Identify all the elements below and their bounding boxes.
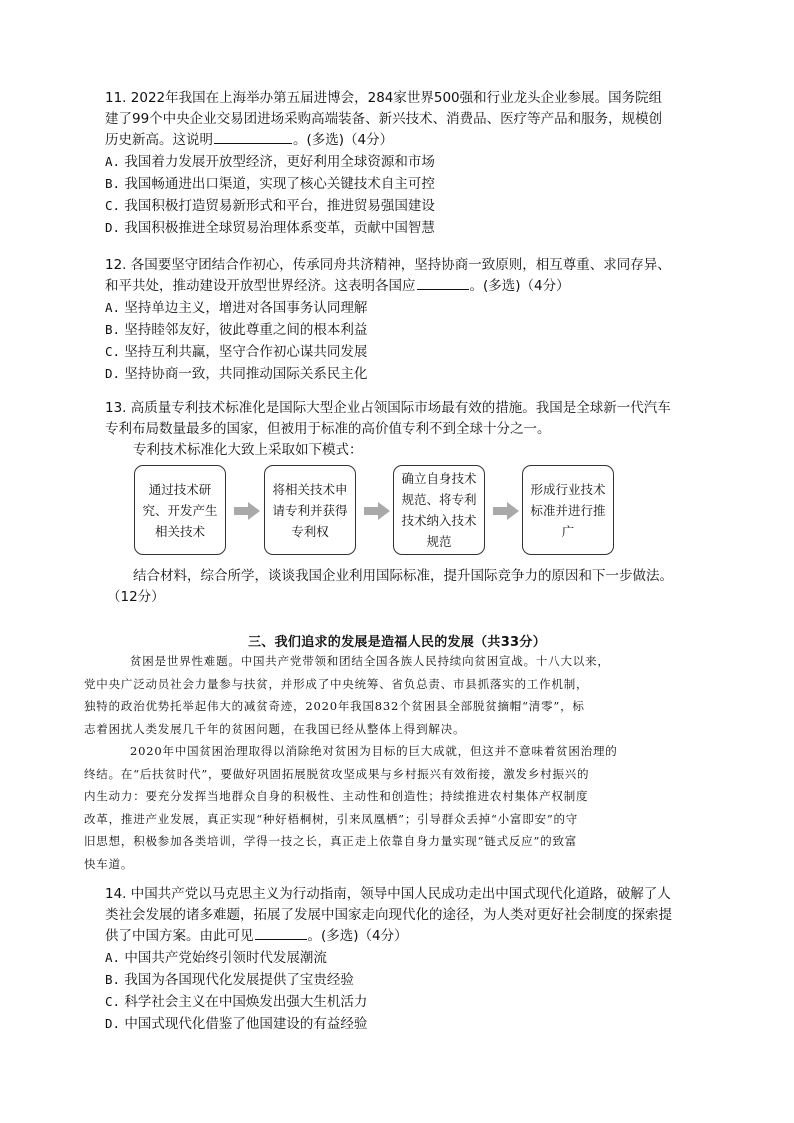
question-14 [105,884,705,1035]
question-13 [105,398,705,461]
option-a[interactable]: A. 我国着力发展开放型经济，更好利用全球资源和市场 [105,154,435,170]
option-a[interactable]: A. 坚持单边主义，增进对各国事务认同理解 [105,300,368,316]
flow-step-4: 形成行业技术标准并进行推广 [522,465,614,555]
option-c[interactable]: C. 科学社会主义在中国焕发出强大生机活力 [105,994,368,1010]
arrow-right-icon [493,502,519,520]
question-11 [105,88,705,239]
option-a[interactable]: A. 中国共产党始终引领时代发展潮流 [105,950,327,966]
patent-standardization-flow [134,465,616,557]
question-14-stem: 14. 中国共产党以马克思主义为行动指南，领导中国人民成功走出中国式现代化道路，破解了人 类社会发展的诸多难题，拓展了发展中国家走向现代化的途径，为人类对更好社会制度的探索提 供了中国方案。由此可见 。(多选)（4分） [105,886,672,944]
flow-step-2: 将相关技术申请专利并获得专利权 [264,465,356,555]
arrow-right-icon [364,502,390,520]
option-b[interactable]: B. 我国畅通进出口渠道，实现了核心关键技术自主可控 [105,176,435,192]
passage-paragraph: 贫困是世界性难题。中国共产党带领和团结全国各族人民持续向贫困宣战。十八大以来， 党中央广泛动员社会力量参与扶贫，并形成了中央统筹、省负总责、市县抓落实的工作机制， 独特的政治优势托举起伟大的减贫奇迹，2020年我国832个贫困县全部脱贫摘帽“清零”，标 志着困扰人类发展几千年的贫困问题，在我国已经从整体上得到解决。 [84,654,610,736]
question-12-stem: 12. 各国要坚守团结合作初心，传承同舟共济精神，坚持协商一致原则，相互尊重、求同存异、 和平共处，推动建设开放型世界经济。这表明各国应 。(多选)（4分） [105,257,671,294]
passage-paragraph: 2020年中国贫困治理取得以消除绝对贫困为目标的巨大成就，但这并不意味着贫困治理的 终结。在“后扶贫时代”，要做好巩固拓展脱贫攻坚成果与乡村振兴有效衔接，激发乡村振兴的 内生动力：要充分发挥当地群众自身的积极性、主动性和创造性；持续推进农村集体产权制度 改革，推进产业发展，真正实现“种好梧桐树，引来凤凰栖”；引导群众丢掉“小富即安”的守 旧思想，积极参加各类培训，学得一技之长，真正走上依靠自身力量实现“链式反应”的致富 快车道。 [84,744,618,871]
arrow-right-icon [234,502,260,520]
question-12 [105,255,705,385]
section-title: 三、我们追求的发展是造福人民的发展（共33分） [248,635,546,650]
answer-blank[interactable] [417,288,469,290]
answer-blank[interactable] [214,142,292,144]
flow-step-1: 通过技术研究、开发产生相关技术 [134,465,226,555]
question-13-task: 结合材料，综合所学，谈谈我国企业利用国际标准，提升国际竞争力的原因和下一步做法。 （12分） [107,568,673,605]
option-d[interactable]: D. 坚持协商一致，共同推动国际关系民主化 [105,366,368,382]
reading-passage [84,650,687,875]
option-c[interactable]: C. 我国积极打造贸易新形式和平台，推进贸易强国建设 [105,198,435,214]
answer-blank[interactable] [255,938,307,940]
question-11-stem: 11. 2022年我国在上海举办第五届进博会，284家世界500强和行业龙头企业参展。国务院组 建了99个中央企业交易团进场采购高端装备、新兴技术、消费品、医疗等产品和服务，规模创 历史新高。这说明 。(多选)（4分） [105,90,663,148]
option-d[interactable]: D. 我国积极推进全球贸易治理体系变革，贡献中国智慧 [105,220,435,236]
option-d[interactable]: D. 中国式现代化借鉴了他国建设的有益经验 [105,1016,368,1032]
option-b[interactable]: B. 坚持睦邻友好，彼此尊重之间的根本利益 [105,322,368,338]
flow-step-3: 确立自身技术规范、将专利技术纳入技术规范 [393,465,485,555]
option-b[interactable]: B. 我国为各国现代化发展提供了宝贵经验 [105,972,354,988]
option-c[interactable]: C. 坚持互利共赢，坚守合作初心谋共同发展 [105,344,368,360]
question-13-stem: 13. 高质量专利技术标准化是国际大型企业占领国际市场最有效的措施。我国是全球新一代汽车 专利布局数量最多的国家，但被用于标准的高价值专利不到全球十分之一。 专利技术标准化大致上采取如下模式： [105,400,671,458]
